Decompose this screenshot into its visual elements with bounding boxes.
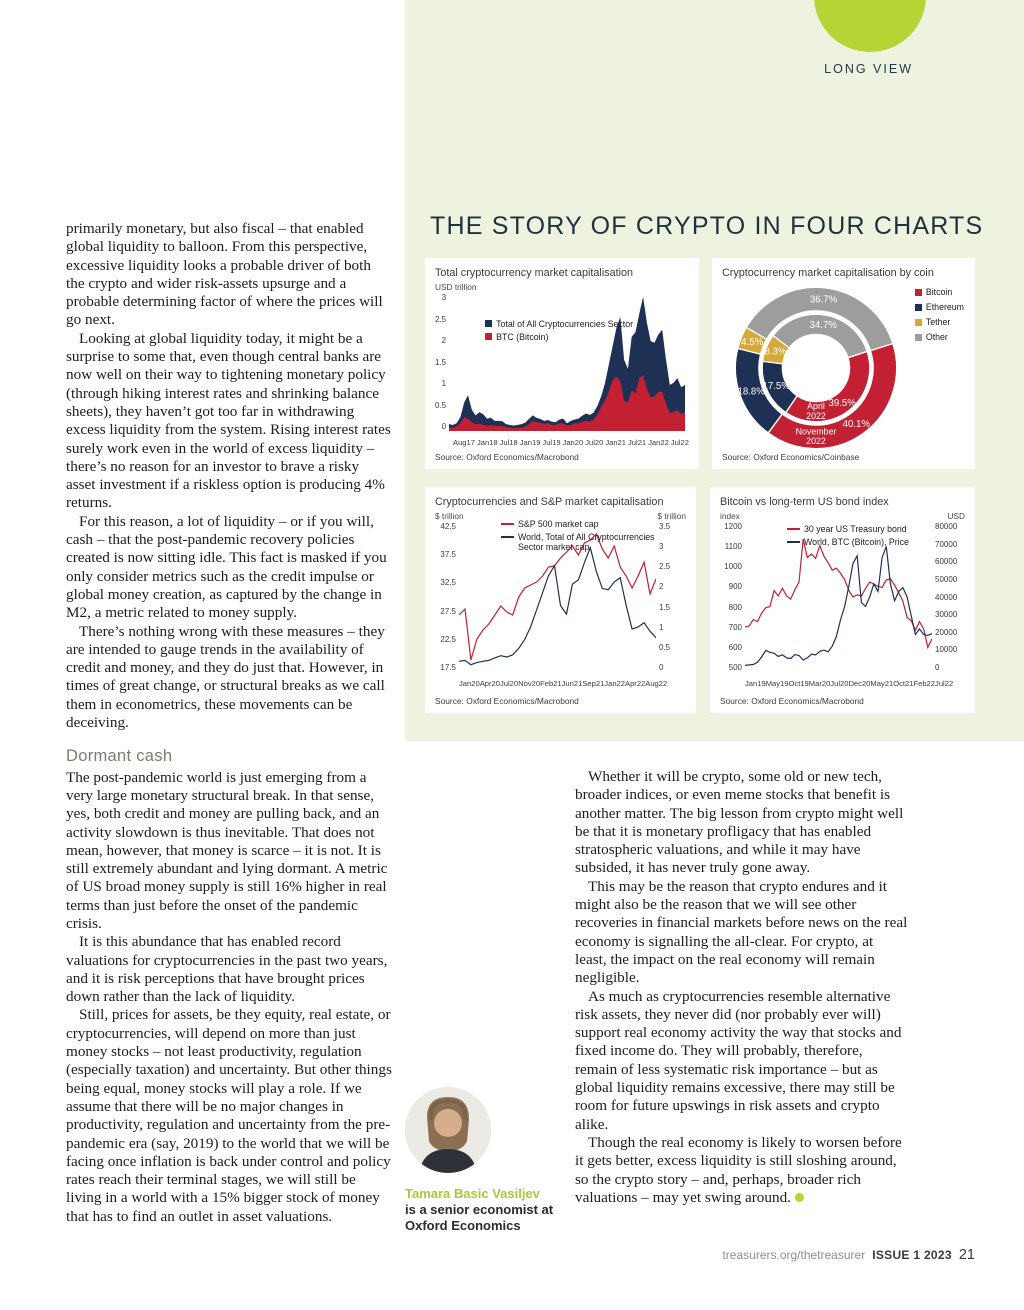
- legend-item: [915, 332, 964, 342]
- svg-text:2022: 2022: [806, 410, 826, 421]
- paragraph: It is this abundance that has enabled record valuations for cryptocurrencies in the past two years, and it is risk perceptions that have brought prices down rather than the lack of liquidity.: [66, 933, 388, 1006]
- legend-label: BTC (Bitcoin): [496, 332, 549, 342]
- y-tick-label: 60000: [935, 557, 958, 567]
- x-tick-label: Nov20: [518, 679, 541, 688]
- body-column-right: [575, 768, 908, 1207]
- y-tick-label: 1000: [724, 562, 742, 572]
- x-tick-label: May19: [765, 679, 789, 688]
- chart-legend: [501, 519, 679, 552]
- legend-label: World, Total of All Cryptocurrencies Sector market cap: [518, 532, 655, 552]
- x-tick-label: Feb21: [540, 679, 562, 688]
- x-tick-label: Feb22: [913, 679, 936, 688]
- paragraph: Looking at global liquidity today, it might be a surprise to some that, even though central banks are now well on their way to tightening monetary policy (through hiking interest rates and shrinking balance sheets), they haven’t got too far in withdrawing excess liquidity from the system. Rising interest rates surely work even in the world of excess liquidity – there’s no reason for an investor to brave a risky asset investment if a riskless option is producing 4% returns.: [66, 329, 391, 512]
- right-axis-unit: $ trillion: [657, 511, 686, 521]
- y-tick-label: 1100: [724, 542, 742, 552]
- x-tick-label: Jul20: [830, 679, 849, 688]
- y-tick-label: 1: [441, 379, 447, 388]
- y-tick-label: 40000: [935, 592, 958, 602]
- y-tick-label: 3.5: [659, 522, 671, 531]
- x-tick-label: Apr22: [625, 679, 646, 688]
- x-tick-label: Jan21: [605, 438, 627, 447]
- svg-text:November: November: [795, 426, 837, 437]
- chart-title: Cryptocurrencies and S&P market capitalisation: [435, 496, 664, 508]
- legend-marker-icon: [915, 334, 922, 341]
- plot-area: [435, 293, 689, 436]
- legend-label: Bitcoin: [925, 287, 953, 297]
- y-tick-label: 42.5: [440, 522, 456, 531]
- y-tick-label: 0.5: [659, 642, 671, 652]
- author-bio-line: Oxford Economics: [405, 1218, 521, 1233]
- author-photo-image: [405, 1087, 491, 1173]
- y-tick-label: 70000: [935, 539, 958, 549]
- legend-item: [915, 302, 964, 312]
- y-tick-label: 32.5: [440, 578, 456, 588]
- legend-item: [485, 319, 633, 329]
- subheading-dormant-cash: Dormant cash: [66, 747, 173, 766]
- y-tick-label: 800: [728, 602, 742, 612]
- y-tick-label: 900: [728, 582, 742, 592]
- y-tick-label: 37.5: [440, 550, 456, 560]
- y-tick-label: 700: [728, 622, 742, 632]
- chart-source: Source: Oxford Economics/Macrobond: [435, 696, 579, 706]
- plot-area: [435, 519, 686, 677]
- y-tick-label: 3: [659, 542, 664, 552]
- chart-title: Cryptocurrency market capitalisation by coin: [722, 267, 934, 279]
- x-tick-label: Dec20: [848, 679, 871, 688]
- y-tick-label: 27.5: [440, 606, 456, 616]
- x-tick-label: Apr20: [479, 679, 500, 688]
- x-tick-label: Aug17: [453, 438, 475, 447]
- x-tick-label: Jun21: [561, 679, 583, 688]
- legend-item: [787, 524, 957, 534]
- x-tick-label: Jul20: [585, 438, 604, 447]
- chart-legend: [915, 287, 964, 342]
- legend-marker-icon: [787, 528, 800, 530]
- chart-card-bitcoin-vs-bonds: [710, 487, 975, 713]
- plot-canvas: [459, 519, 656, 677]
- chart-title: Bitcoin vs long-term US bond index: [720, 496, 889, 508]
- y-tick-label: 0: [441, 422, 447, 431]
- x-tick-label: May21: [870, 679, 894, 688]
- x-tick-label: Jul19: [542, 438, 561, 447]
- paragraph: This may be the reason that crypto endures and it might also be the reason that we will see other recoveries in financial markets before news on the real economy is signalling the all-clear. For crypto, at least, the impact on the real economy will remain negligible.: [575, 877, 908, 987]
- svg-text:April: April: [807, 401, 825, 412]
- y-tick-label: 2.5: [435, 314, 447, 324]
- legend-label: S&P 500 market cap: [518, 519, 599, 529]
- svg-text:39.5%: 39.5%: [828, 397, 856, 409]
- paragraph: The post-pandemic world is just emerging from a very large monetary structural break. In that sense, yes, both credit and money are pulling back, and an activity slowdown is thus inevitable. That does not mean, however, that money is scarce – it is not. It is still extremely abundant and lying dormant. A metric of US broad money supply is still 16% higher in real terms than just before the onset of the pandemic crisis.: [66, 768, 388, 932]
- donut-chart: [732, 284, 900, 452]
- x-tick-label: Jan20: [562, 438, 584, 447]
- charts-section-heading: THE STORY OF CRYPTO IN FOUR CHARTS: [430, 212, 984, 240]
- paragraph: There’s nothing wrong with these measures – they are intended to gauge trends in the availability of credit and money, and they do just that. However, in times of great change, or structural breaks as we call them in econometrics, these movements can be deceiving.: [66, 622, 385, 732]
- x-axis-ticks: [453, 438, 689, 447]
- chart-title: Total cryptocurrency market capitalisation: [435, 267, 634, 279]
- svg-text:36.7%: 36.7%: [809, 294, 838, 306]
- footer-page-number: 21: [958, 1247, 975, 1263]
- y-tick-label: 0: [935, 663, 940, 672]
- x-tick-label: Sep21: [582, 679, 605, 688]
- legend-marker-icon: [485, 333, 492, 340]
- legend-item: [501, 519, 679, 529]
- y-tick-label: 3: [441, 293, 447, 302]
- legend-marker-icon: [485, 320, 492, 327]
- chart-source: Source: Oxford Economics/Coinbase: [722, 452, 860, 462]
- y-tick-label: 600: [728, 642, 742, 652]
- x-tick-label: Jul22: [935, 679, 954, 688]
- legend-marker-icon: [501, 523, 514, 525]
- x-axis-ticks: [459, 679, 668, 688]
- paragraph: Still, prices for assets, be they equity, real estate, or cryptocurrencies, will depend on more than just money stocks – not least productivity, regulation (especially taxation) and uncertainty. But other things being equal, money stocks will play a role. If we assume that there will be no major changes in productivity, regulation and uncertainty from the pre-pandemic era (say, 2019) to the world that we will be facing once inflation is back under control and policy rates reach their terminal stages, we will still be living in a world with a 15% bigger stock of money that has to find an outlet in asset valuations.: [66, 1006, 392, 1225]
- chart-source: Source: Oxford Economics/Macrobond: [435, 452, 579, 462]
- y-tick-label: 1.5: [435, 357, 447, 367]
- chart-legend: [787, 524, 957, 547]
- footer-site-url: treasurers.org/thetreasurer: [722, 1248, 866, 1262]
- plot-area: [720, 522, 965, 677]
- x-tick-label: Oct21: [893, 679, 914, 688]
- footer-issue: ISSUE 1 2023: [872, 1248, 952, 1262]
- y-tick-label: 1: [659, 622, 664, 632]
- paragraph: For this reason, a lot of liquidity – or if you will, cash – that the post-pandemic recovery policies created is now sitting idle. This fact is masked if you only consider metrics such as the credit impulse or global money creation, as captured by the change in M2, a metric related to money supply.: [66, 512, 387, 622]
- legend-marker-icon: [915, 304, 922, 311]
- svg-text:34.7%: 34.7%: [809, 319, 837, 331]
- area-chart: [449, 293, 685, 431]
- left-axis-unit: $ trillion: [435, 511, 464, 521]
- x-tick-label: Jan20: [459, 679, 480, 688]
- section-kicker: LONG VIEW: [824, 62, 913, 76]
- y-tick-label: 50000: [935, 574, 958, 584]
- right-axis-unit: USD: [947, 511, 965, 521]
- svg-text:4.5%: 4.5%: [741, 337, 764, 349]
- page-footer: [722, 1247, 975, 1263]
- x-tick-label: Jan19: [519, 438, 541, 447]
- y-tick-label: 0: [659, 662, 664, 672]
- paragraph: Whether it will be crypto, some old or new tech, broader indices, or even meme stocks that benefit is another matter. The big lesson from crypto might well be that it is monetary profligacy that has enabled stratospheric valuations, and while it may have subsided, it has never truly gone away.: [575, 768, 904, 877]
- legend-label: Ethereum: [925, 302, 964, 312]
- author-block: [405, 1087, 565, 1234]
- legend-item: [485, 332, 633, 342]
- plot-canvas: [449, 293, 685, 436]
- axis-unit-label: USD trillion: [435, 282, 477, 292]
- y-tick-label: 30000: [935, 610, 958, 620]
- paragraph-text: Though the real economy is likely to worsen before it gets better, excess liquidity is still sloshing around, so the crypto story – and, perhaps, broader rich valuations – may yet swing around.: [575, 1133, 902, 1206]
- legend-item: [915, 287, 964, 297]
- x-tick-label: Oct19: [788, 679, 809, 688]
- x-tick-label: Jan19: [745, 679, 766, 688]
- chart-card-market-cap-by-coin: [712, 258, 975, 469]
- legend-marker-icon: [915, 289, 922, 296]
- axis-unit-row: [720, 511, 965, 521]
- legend-marker-icon: [915, 319, 922, 326]
- svg-text:40.1%: 40.1%: [842, 418, 871, 430]
- svg-text:17.5%: 17.5%: [762, 381, 790, 392]
- y-tick-label: 2: [659, 582, 664, 592]
- y-tick-label: 2: [441, 336, 447, 345]
- y-tick-label: 2.5: [659, 562, 671, 572]
- paragraph: As much as cryptocurrencies resemble alternative risk assets, they never did (nor probably ever will) support real economy activity the way that stocks and fixed income do. They will probably, therefore, remain of less systematic risk importance – but as global liquidity remains excessive, there may still be room for future upswings in risk assets and crypto alike.: [575, 987, 902, 1133]
- plot-canvas: [745, 522, 932, 677]
- x-tick-label: Jan18: [476, 438, 498, 447]
- legend-label: World, BTC (Bitcoin), Price: [804, 537, 909, 547]
- x-tick-label: Jul18: [499, 438, 518, 447]
- y-tick-label: 10000: [935, 645, 958, 655]
- svg-text:8.3%: 8.3%: [764, 346, 787, 358]
- legend-label: Total of All Cryptocurrencies Sector: [496, 319, 634, 329]
- legend-label: Other: [925, 332, 948, 342]
- legend-label: 30 year US Treasury bond: [804, 524, 907, 534]
- author-photo: [405, 1087, 491, 1173]
- left-y-axis-ticks: [435, 522, 459, 672]
- paragraph: primarily monetary, but also fiscal – that enabled global liquidity to balloon. From this perspective, excessive liquidity looks a probable driver of both the crypto and wider risk-assets upsurge and a probable determining factor of where the prices will go next.: [66, 220, 383, 329]
- y-tick-label: 80000: [935, 522, 958, 531]
- y-tick-label: 1200: [724, 522, 742, 531]
- chart-legend: [485, 319, 633, 342]
- left-axis-unit: index: [720, 511, 740, 521]
- x-tick-label: Mar20: [808, 679, 831, 688]
- legend-marker-icon: [787, 541, 800, 543]
- legend-marker-icon: [501, 536, 514, 538]
- x-axis-ticks: [745, 679, 954, 688]
- chart-card-total-market-cap: [425, 258, 699, 469]
- y-tick-label: 500: [728, 662, 742, 672]
- author-name: Tamara Basic Vasiljev: [405, 1186, 540, 1201]
- legend-item: [501, 532, 679, 552]
- legend-label: Tether: [925, 317, 951, 327]
- y-tick-label: 17.5: [440, 662, 456, 672]
- left-y-axis-ticks: [720, 522, 745, 672]
- svg-text:2022: 2022: [806, 436, 826, 447]
- x-tick-label: Aug22: [645, 679, 668, 688]
- x-tick-label: Jul20: [499, 679, 519, 688]
- legend-item: [915, 317, 964, 327]
- y-tick-label: 0.5: [435, 400, 447, 410]
- end-of-article-icon: [795, 1193, 804, 1202]
- author-bio-line: is a senior economist at: [405, 1202, 554, 1217]
- plot-area: [722, 282, 965, 452]
- x-tick-label: Jan22: [648, 438, 669, 447]
- paragraph: [575, 1134, 908, 1207]
- y-axis-ticks: [435, 293, 449, 431]
- y-tick-label: 1.5: [659, 602, 671, 612]
- chart-source: Source: Oxford Economics/Macrobond: [720, 696, 864, 706]
- legend-item: [787, 537, 957, 547]
- body-column-left: [66, 220, 392, 1226]
- x-tick-label: Jul21: [628, 438, 647, 447]
- y-tick-label: 22.5: [440, 634, 456, 644]
- y-tick-label: 20000: [935, 627, 958, 637]
- x-tick-label: Jul22: [670, 438, 689, 447]
- svg-text:18.8%: 18.8%: [737, 386, 765, 398]
- x-tick-label: Jan22: [604, 679, 625, 688]
- chart-card-crypto-vs-sp: [425, 487, 696, 713]
